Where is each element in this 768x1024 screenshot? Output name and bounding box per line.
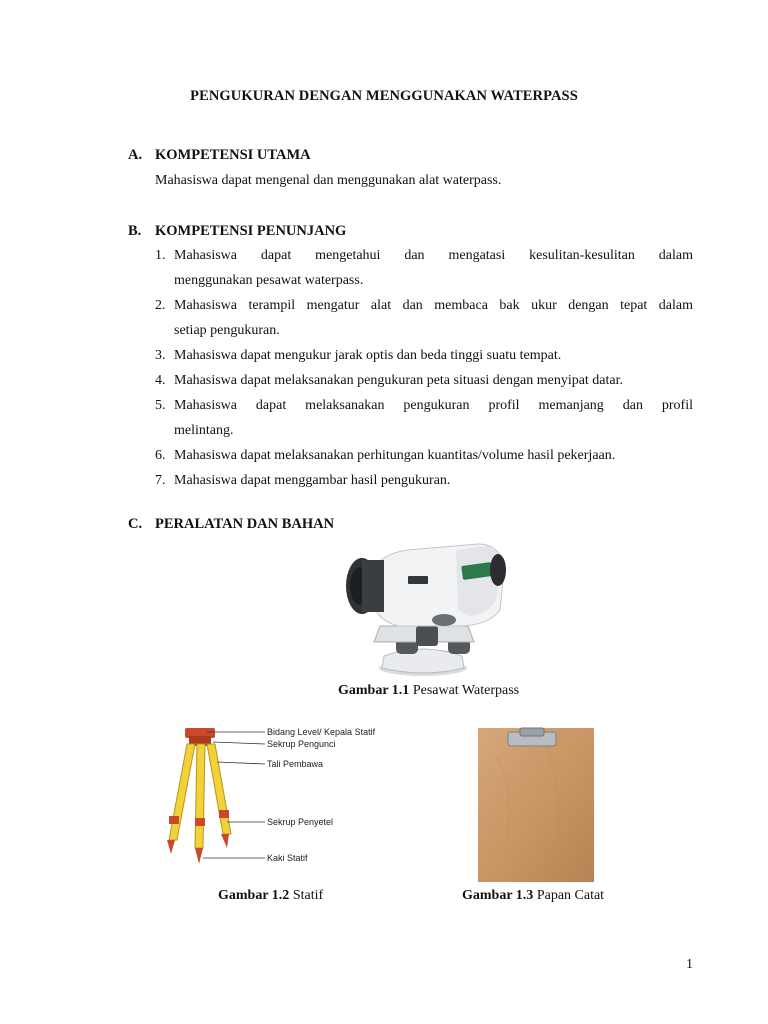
- section-a-heading: [128, 147, 311, 164]
- figure-3-label: Gambar 1.3: [462, 888, 534, 903]
- list-item-number: 1.: [155, 248, 166, 263]
- list-item-text-continued: setiap pengukuran.: [174, 323, 280, 338]
- section-b-title: KOMPETENSI PENUNJANG: [155, 223, 347, 239]
- waterpass-image: [338, 530, 508, 680]
- list-item-number: 5.: [155, 398, 166, 413]
- section-b-heading: [128, 223, 346, 240]
- section-c-letter: C.: [128, 516, 143, 532]
- figure-2-label: Gambar 1.2: [218, 888, 290, 903]
- clipboard-image: [476, 726, 596, 884]
- list-item-text-continued: melintang.: [174, 423, 234, 438]
- list-item-number: 2.: [155, 298, 166, 313]
- figure-2-text: Statif: [289, 888, 324, 903]
- tripod-label-lock-screw: Sekrup Pengunci: [267, 739, 336, 749]
- list-item-number: 7.: [155, 473, 166, 488]
- figure-1-label: Gambar 1.1: [338, 683, 410, 698]
- tripod-label-head: Bidang Level/ Kepala Statif: [267, 727, 376, 737]
- section-b-letter: B.: [128, 223, 142, 239]
- list-item-text: Mahasiswa dapat melaksanakan pengukuran profil memanjang dan profil: [174, 398, 693, 413]
- section-c-heading: [128, 516, 334, 533]
- figure-2-caption: [218, 888, 323, 904]
- list-item-text: Mahasiswa dapat mengukur jarak optis dan beda tinggi suatu tempat.: [174, 348, 562, 363]
- section-c-title: PERALATAN DAN BAHAN: [155, 516, 335, 532]
- list-item-text: Mahasiswa dapat mengetahui dan mengatasi kesulitan-kesulitan dalam: [174, 248, 693, 263]
- list-item-text: Mahasiswa dapat melaksanakan perhitungan kuantitas/volume hasil pekerjaan.: [174, 448, 616, 463]
- tripod-image: [155, 718, 385, 868]
- figure-1-caption: [338, 683, 519, 699]
- list-item-number: 3.: [155, 348, 166, 363]
- section-a-text: Mahasiswa dapat mengenal dan menggunakan alat waterpass.: [155, 173, 502, 188]
- tripod-label-strap: Tali Pembawa: [267, 759, 324, 769]
- figure-1-text: Pesawat Waterpass: [409, 683, 520, 698]
- list-item-number: 6.: [155, 448, 166, 463]
- figure-3-caption: [462, 888, 604, 904]
- tripod-label-adjust-screw: Sekrup Penyetel: [267, 817, 334, 827]
- section-a-letter: A.: [128, 147, 143, 163]
- page-number: 1: [686, 957, 693, 972]
- list-item-text: Mahasiswa terampil mengatur alat dan membaca bak ukur dengan tepat dalam: [174, 298, 693, 313]
- list-item-text: Mahasiswa dapat menggambar hasil pengukuran.: [174, 473, 451, 488]
- list-item-text: Mahasiswa dapat melaksanakan pengukuran peta situasi dengan menyipat datar.: [174, 373, 624, 388]
- section-a-title: KOMPETENSI UTAMA: [155, 147, 311, 163]
- list-item-number: 4.: [155, 373, 166, 388]
- figure-3-text: Papan Catat: [533, 888, 605, 903]
- tripod-label-leg: Kaki Statif: [267, 853, 308, 863]
- page-title: PENGUKURAN DENGAN MENGGUNAKAN WATERPASS: [190, 88, 578, 104]
- list-item-text-continued: menggunakan pesawat waterpass.: [174, 273, 364, 288]
